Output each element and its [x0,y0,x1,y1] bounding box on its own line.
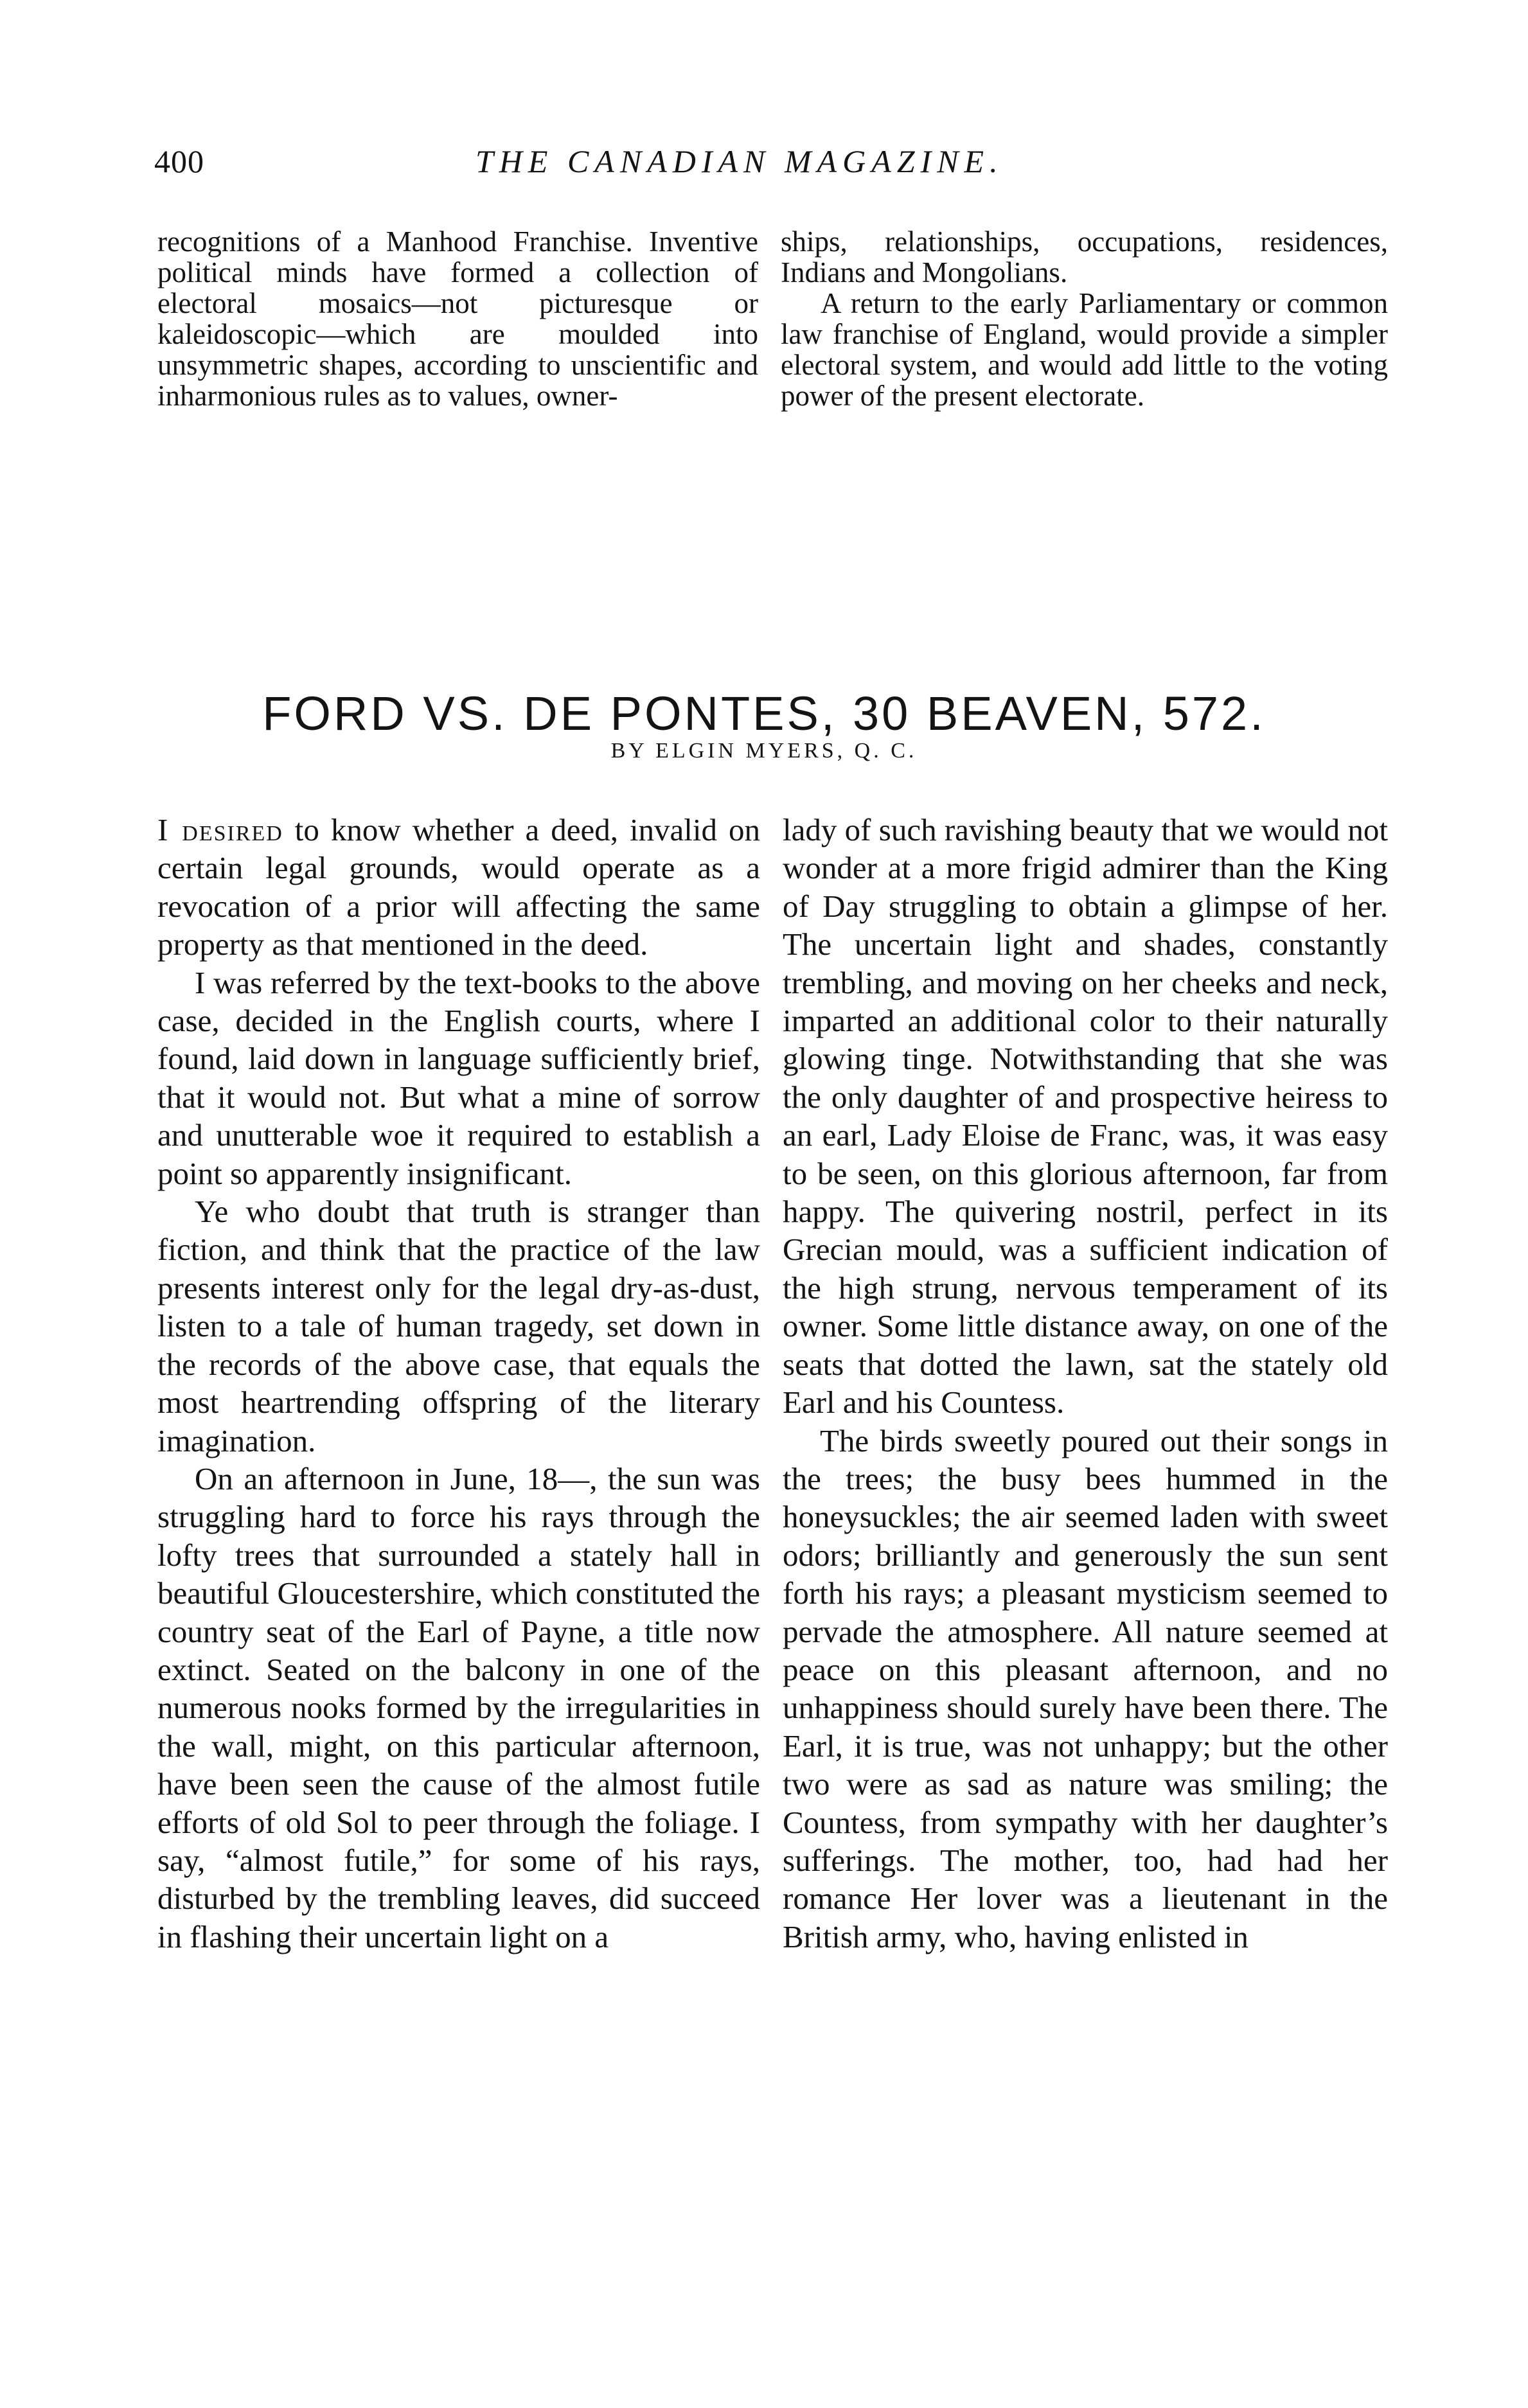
article-byline: BY ELGIN MYERS, Q. C. [610,739,918,763]
preceding-article-paragraph: A return to the early Parliamentary or common law franchise of England, would provide a simpler electoral system, and would add little to the voting power of the present electorate. [781,287,1388,412]
article-left-column [157,811,760,1956]
article-paragraph: The birds sweetly poured out their songs in the trees; the busy bees hummed in the honeysuckles; the air seemed laden with sweet odors; brilliantly and generously the sun sent forth his rays; a pleasant mysticism seemed to pervade the atmosphere. All nature seemed at peace on this pleasant afternoon, and no unhappiness should surely have been there. The Earl, it is true, was not unhappy; but the other two were as sad as nature was smiling; the Countess, from sympathy with her daughter’s sufferings. The mother, too, had had her romance Her lover was a lieutenant in the British army, who, having enlisted in [783,1422,1388,1954]
preceding-article-right-column [781,226,1388,411]
article-paragraph: lady of such ravishing beauty that we would not wonder at a more frigid admirer than the King of Day struggling to obtain a glimpse of her. The uncertain light and shades, constantly trembling, and moving on her cheeks and neck, imparted an additional color to their naturally glowing tinge. Notwithstanding that she was the only daughter of and prospective heiress to an earl, Lady Eloise de Franc, was, it was easy to be seen, on this glorious afternoon, far from happy. The quivering nostril, perfect in its Grecian mould, was a sufficient indication of the high strung, nervous temperament of its owner. Some little distance away, on one of the seats that dotted the lawn, sat the stately old Earl and his Countess. [783,812,1388,1421]
article-paragraph: Ye who doubt that truth is stranger than fiction, and think that the practice of the law presents interest only for the legal dry-as-dust, listen to a tale of human tragedy, set down in the records of the above case, that equals the most heartrending offspring of the literary imagination. [157,1194,760,1458]
preceding-article-paragraph: recognitions of a Manhood Franchise. Inventive political minds have formed a collection of electoral mosaics—not picturesque or kaleidoscopic—which are moulded into unsymmetric shapes, according to unscientific and inharmonious rules as to values, owner- [157,226,758,412]
article-paragraph: On an afternoon in June, 18—, the sun was struggling hard to force his rays through the lofty trees that surrounded a stately hall in beautiful Gloucestershire, which constituted the country seat of the Earl of Payne, a title now extinct. Seated on the balcony in one of the numerous nooks formed by the irregularities in the wall, might, on this particular afternoon, have been seen the cause of the almost futile efforts of old Sol to peer through the foliage. I say, “almost futile,” for some of his rays, disturbed by the trembling leaves, did succeed in flashing their uncertain light on a [157,1460,760,1954]
article-right-column [783,811,1388,1956]
preceding-article-paragraph: ships, relationships, occupations, residences, Indians and Mongolians. [781,226,1388,288]
article-title: FORD VS. DE PONTES, 30 BEAVEN, 572. [262,686,1266,740]
running-head [154,143,1401,188]
opening-text: to know whether a deed, invalid on certain legal grounds, would operate as a revocation of a prior will affecting the same property as that mentioned in the deed. [157,812,760,962]
magazine-title: THE CANADIAN MAGAZINE. [475,143,1004,179]
article-paragraph: I was referred by the text-books to the above case, decided in the English courts, where I found, laid down in language sufficiently brief, that it would not. But what a mine of sorrow and unutterable woe it required to establish a point so apparently insignificant. [157,964,760,1191]
page-number: 400 [154,143,204,179]
article-paragraph [157,811,760,964]
opening-smallcaps: I desired [157,812,283,847]
preceding-article-left-column [157,226,758,411]
